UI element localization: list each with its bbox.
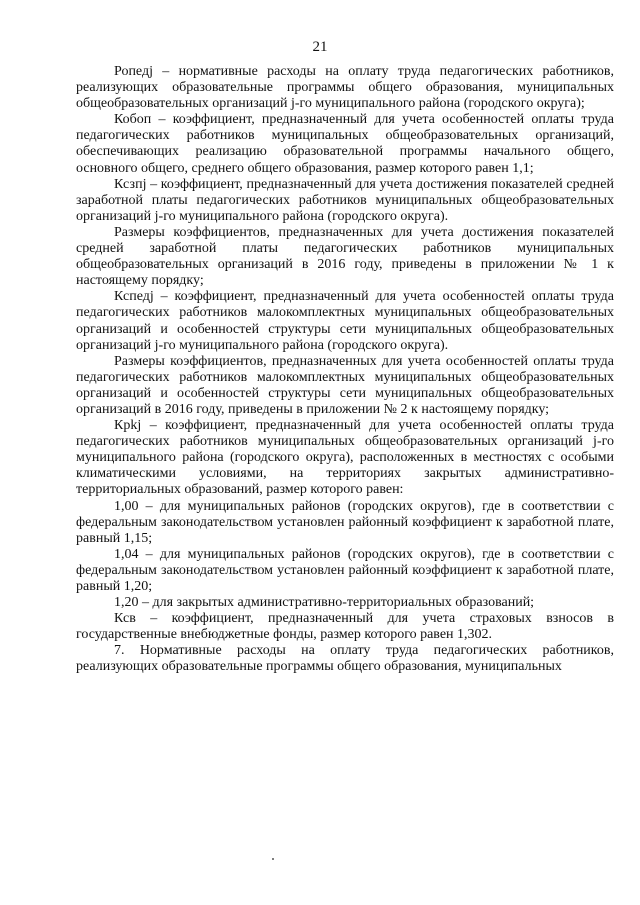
paragraph-kszpj-sizes: Размеры коэффициентов, предназначенных для учета достижения показателей средней заработной платы педагогических работников муниципальных общеобразовательных организаций в 2016 году, приведены в приложении № 1 к настоящему порядку;: [76, 224, 614, 289]
scan-speck: [272, 858, 274, 860]
document-body: [76, 64, 614, 676]
paragraph-krkj-value-2: 1,04 – для муниципальных районов (городских округов), где в соответствии с федеральным законодательством установлен районный коэффициент к заработной плате, равный 1,20;: [76, 546, 614, 594]
paragraph-krkj: Крkj – коэффициент, предназначенный для учета особенностей оплаты труда педагогических работников муниципальных общеобразовательных организаций j-го муниципального района (городского округа), расположенных в местностях с особыми климатическими условиями, на территориях закрытых административно-территориальных образований, размер которого равен:: [76, 418, 614, 498]
paragraph-ropedj: Ропедj – нормативные расходы на оплату труда педагогических работников, реализующих образовательные программы общего образования, муниципальных общеобразовательных организаций j-го муниципального района (городского округа);: [76, 64, 614, 112]
paragraph-kspedj: Кспедj – коэффициент, предназначенный для учета особенностей оплаты труда педагогических работников малокомплектных муниципальных общеобразовательных организаций и особенностей структуры сети муниципальных общеобразовательных организаций j-го муниципального района (городского округа).: [76, 289, 614, 353]
paragraph-kobop: Кобоп – коэффициент, предназначенный для учета особенностей оплаты труда педагогических работников муниципальных общеобразовательных организаций, обеспечивающих реализацию образовательной программы начального общего, основного общего, среднего общего образования, размер которого равен 1,1;: [76, 112, 614, 176]
paragraph-section-7: 7. Нормативные расходы на оплату труда педагогических работников, реализующих образовательные программы общего образования, муниципальных: [76, 643, 614, 675]
paragraph-kspedj-sizes: Размеры коэффициентов, предназначенных для учета особенностей оплаты труда педагогических работников малокомплектных муниципальных общеобразовательных организаций и особенностей структуры сети муниципальных общеобразовательных организаций в 2016 году, приведены в приложении № 2 к настоящему порядку;: [76, 353, 614, 417]
paragraph-krkj-value-3: 1,20 – для закрытых административно-территориальных образований;: [114, 595, 535, 611]
paragraph-krkj-value-1: 1,00 – для муниципальных районов (городских округов), где в соответствии с федеральным законодательством установлен районный коэффициент к заработной плате, равный 1,15;: [76, 498, 614, 546]
paragraph-ksv: Ксв – коэффициент, предназначенный для учета страховых взносов в государственные внебюджетные фонды, размер которого равен 1,302.: [76, 611, 614, 643]
paragraph-kszpj: Ксзпj – коэффициент, предназначенный для учета достижения показателей средней заработной платы педагогических работников муниципальных общеобразовательных организаций j-го муниципального района (городского округа).: [76, 176, 614, 224]
page-number: 21: [312, 39, 328, 55]
